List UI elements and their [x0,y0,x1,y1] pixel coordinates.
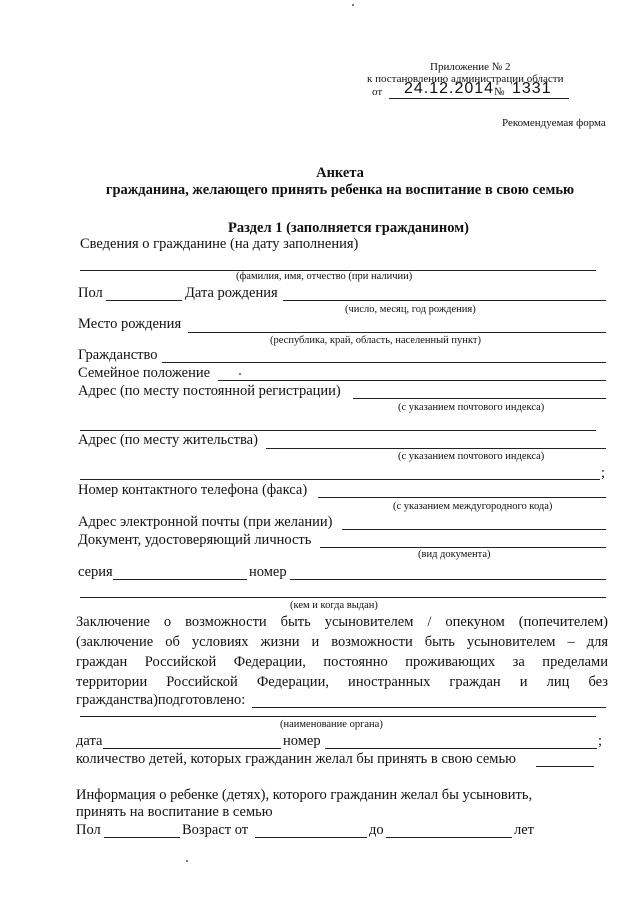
form-title: Анкета [316,165,364,181]
phone-field[interactable] [318,497,606,498]
series-label: серия [78,564,113,580]
birth-place-field[interactable] [188,332,606,333]
child-sex-label: Пол [76,822,101,838]
email-label: Адрес электронной почты (при желании) [78,514,333,530]
conclusion-line-4: территории Российской Федерации, иностранных граждан и лиц без [76,674,608,690]
series-field[interactable] [113,579,247,580]
marital-field[interactable] [218,380,606,381]
birth-date-field[interactable] [283,300,606,301]
organ-field[interactable] [80,716,596,717]
birth-date-label: Дата рождения [185,285,278,301]
scan-speck [352,4,354,6]
child-info-line-2: принять на воспитание в семью [76,804,273,820]
child-sex-field[interactable] [104,837,180,838]
date-field[interactable] [103,748,281,749]
doc-number-field[interactable] [290,579,606,580]
number2-field[interactable] [325,748,597,749]
birth-place-label: Место рождения [78,316,182,332]
age-to-label: до [369,822,384,838]
sex-label: Пол [78,285,103,301]
phone-label: Номер контактного телефона (факса) [78,482,308,498]
sex-field[interactable] [106,300,182,301]
citizenship-field[interactable] [162,362,606,363]
form-subtitle: гражданина, желающего принять ребенка на воспитание в свою семью [105,182,575,198]
child-info-line-1: Информация о ребенке (детях), которого гражданин желал бы усыновить, [76,787,533,803]
section-heading: Раздел 1 (заполняется гражданином) [228,220,469,236]
age-to-field[interactable] [386,837,512,838]
live-address-field-2[interactable] [80,479,600,480]
fio-hint: (фамилия, имя, отчество (при наличии) [236,271,413,282]
number-sign: № [494,86,505,98]
age-from-label: Возраст от [182,822,249,838]
conclusion-line-1: Заключение о возможности быть усыновителем / опекуном (попечителем) [76,614,608,630]
reg-address-hint: (с указанием почтового индекса) [398,402,545,413]
email-field[interactable] [342,529,606,530]
scan-speck [186,860,188,862]
children-count-field[interactable] [536,766,594,767]
marital-label: Семейное положение [78,365,211,381]
organ-hint: (наименование органа) [280,719,383,730]
children-count-label: количество детей, которых гражданин желал бы принять в свою семью [76,751,516,767]
resolution-label: к постановлению администрации области [367,73,564,85]
section-intro: Сведения о гражданине (на дату заполнения) [80,236,359,252]
issued-field[interactable] [80,597,606,598]
issued-hint: (кем и когда выдан) [290,600,378,611]
semicolon-1: ; [601,465,606,481]
resolution-date: 24.12.2014 [404,80,495,97]
conclusion-line-2: (заключение об условиях жизни и возможности быть усыновителем – для [76,634,608,650]
doc-number-label: номер [249,564,287,580]
recommended-form: Рекомендуемая форма [502,117,606,129]
date-number-underline [389,98,569,99]
id-doc-field[interactable] [320,547,606,548]
resolution-number: 1331 [512,80,552,97]
semicolon-2: ; [598,733,603,749]
conclusion-line-5: гражданства)подготовлено: [76,692,246,708]
number2-label: номер [283,733,321,749]
age-from-field[interactable] [255,837,367,838]
reg-address-field-2[interactable] [80,430,596,431]
from-label: от [372,86,383,98]
scan-speck [239,373,241,375]
appendix-label: Приложение № 2 [430,61,511,73]
live-address-hint: (с указанием почтового индекса) [398,451,545,462]
date-label: дата [76,733,103,749]
birth-place-hint: (республика, край, область, населенный пункт) [270,335,481,346]
live-address-label: Адрес (по месту жительства) [78,432,258,448]
conclusion-field[interactable] [252,707,606,708]
citizenship-label: Гражданство [78,347,158,363]
id-doc-label: Документ, удостоверяющий личность [78,532,312,548]
phone-hint: (с указанием междугородного кода) [393,501,553,512]
reg-address-field[interactable] [353,398,606,399]
id-doc-hint: (вид документа) [418,549,491,560]
live-address-field[interactable] [266,448,606,449]
conclusion-line-3: граждан Российской Федерации, постоянно проживающих за пределами [76,654,608,670]
birth-date-hint: (число, месяц, год рождения) [345,304,476,315]
years-label: лет [514,822,535,838]
reg-address-label: Адрес (по месту постоянной регистрации) [78,383,341,399]
